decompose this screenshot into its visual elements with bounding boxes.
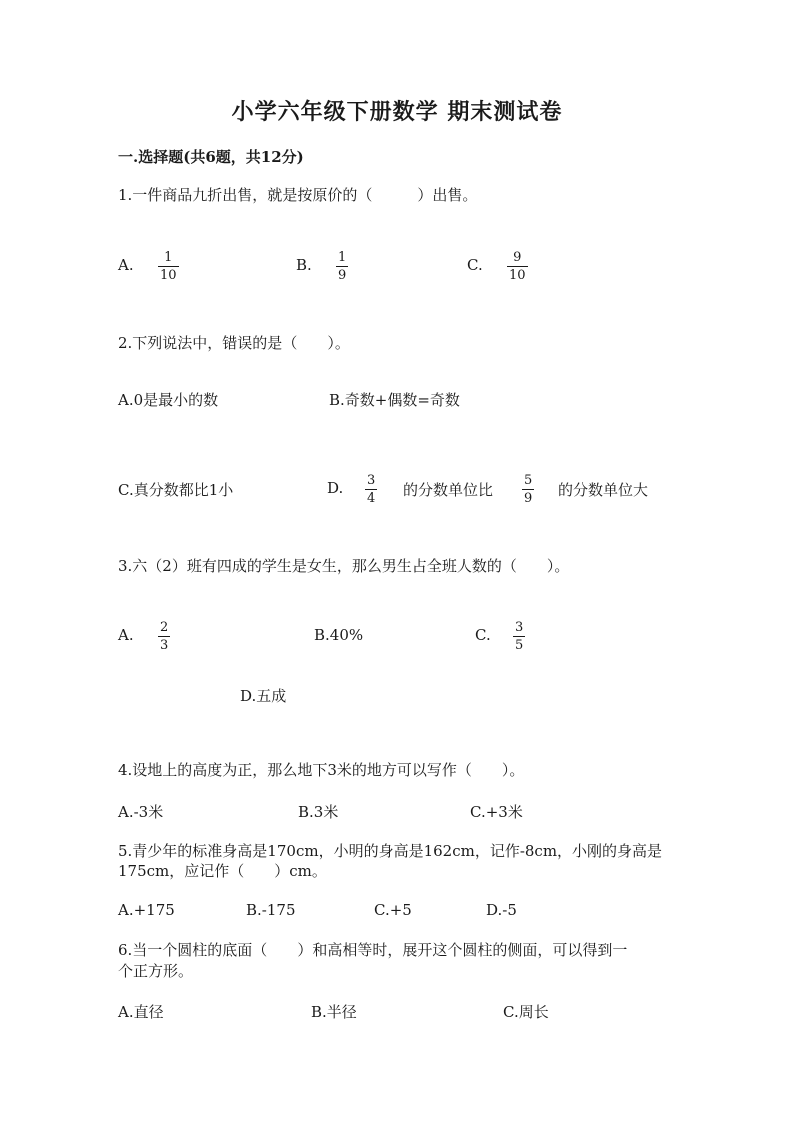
q1-option-c-label: C.: [467, 256, 483, 274]
q1-option-b-label: B.: [296, 256, 312, 274]
fraction-bar: [507, 266, 528, 267]
question-6-line-1: 6.当一个圆柱的底面（ ）和高相等时，展开这个圆柱的侧面，可以得到一: [118, 941, 628, 959]
fraction-denominator: 9: [338, 268, 347, 283]
q2-option-d-middle-text: 的分数单位比: [403, 481, 494, 499]
q3-option-c-fraction: [513, 620, 525, 653]
question-1: 1.一件商品九折出售，就是按原价的（ ）出售。: [118, 186, 478, 204]
q4-option-c: C.+3米: [470, 803, 523, 821]
fraction-denominator: 4: [367, 491, 376, 506]
q3-option-b: B.40%: [314, 626, 364, 644]
question-5-line-2: 175cm，应记作（ ）cm。: [118, 862, 327, 880]
q2-option-d-label: D.: [327, 479, 344, 497]
q2-option-b: B.奇数+偶数=奇数: [329, 391, 460, 409]
fraction-bar: [158, 636, 170, 637]
q2-option-d-fraction-1: [365, 473, 377, 506]
q5-option-c: C.+5: [374, 901, 412, 919]
q1-option-b-fraction: [336, 250, 348, 283]
q2-option-c: C.真分数都比1小: [118, 481, 234, 499]
fraction-bar: [513, 636, 525, 637]
q1-option-c-fraction: [507, 250, 528, 283]
fraction-denominator: 10: [509, 268, 526, 283]
fraction-bar: [158, 266, 179, 267]
fraction-denominator: 5: [515, 638, 524, 653]
fraction-numerator: 2: [160, 620, 169, 635]
q2-option-a: A.0是最小的数: [118, 391, 219, 409]
question-5-line-1: 5.青少年的标准身高是170cm，小明的身高是162cm，记作-8cm，小刚的身高是: [118, 842, 663, 860]
question-4: 4.设地上的高度为正，那么地下3米的地方可以写作（ ）。: [118, 761, 525, 779]
q5-option-d: D.-5: [486, 901, 517, 919]
fraction-denominator: 3: [160, 638, 169, 653]
q3-option-d: D.五成: [240, 687, 287, 705]
fraction-numerator: 9: [513, 250, 522, 265]
q1-option-a-label: A.: [118, 256, 134, 274]
fraction-numerator: 3: [367, 473, 376, 488]
question-3: 3.六（2）班有四成的学生是女生，那么男生占全班人数的（ ）。: [118, 557, 570, 575]
fraction-denominator: 10: [160, 268, 177, 283]
q2-option-d-end-text: 的分数单位大: [558, 481, 649, 499]
q2-option-d-fraction-2: [522, 473, 534, 506]
q5-option-b: B.-175: [246, 901, 296, 919]
q6-option-c: C.周长: [503, 1003, 549, 1021]
q3-option-c-label: C.: [475, 626, 491, 644]
fraction-bar: [336, 266, 348, 267]
q4-option-b: B.3米: [298, 803, 339, 821]
fraction-denominator: 9: [524, 491, 533, 506]
q3-option-a-fraction: [158, 620, 170, 653]
fraction-bar: [522, 489, 534, 490]
q6-option-a: A.直径: [118, 1003, 164, 1021]
fraction-numerator: 3: [515, 620, 524, 635]
fraction-numerator: 1: [338, 250, 347, 265]
section-heading: 一.选择题(共6题，共12分): [118, 148, 304, 166]
q4-option-a: A.-3米: [118, 803, 164, 821]
fraction-numerator: 5: [524, 473, 533, 488]
fraction-numerator: 1: [164, 250, 173, 265]
q1-option-a-fraction: [158, 250, 179, 283]
fraction-bar: [365, 489, 377, 490]
q3-option-a-label: A.: [118, 626, 134, 644]
question-6-line-2: 个正方形。: [118, 962, 194, 980]
q6-option-b: B.半径: [311, 1003, 357, 1021]
question-2: 2.下列说法中，错误的是（ ）。: [118, 334, 350, 352]
q5-option-a: A.+175: [118, 901, 175, 919]
page-title: 小学六年级下册数学 期末测试卷: [231, 99, 563, 125]
